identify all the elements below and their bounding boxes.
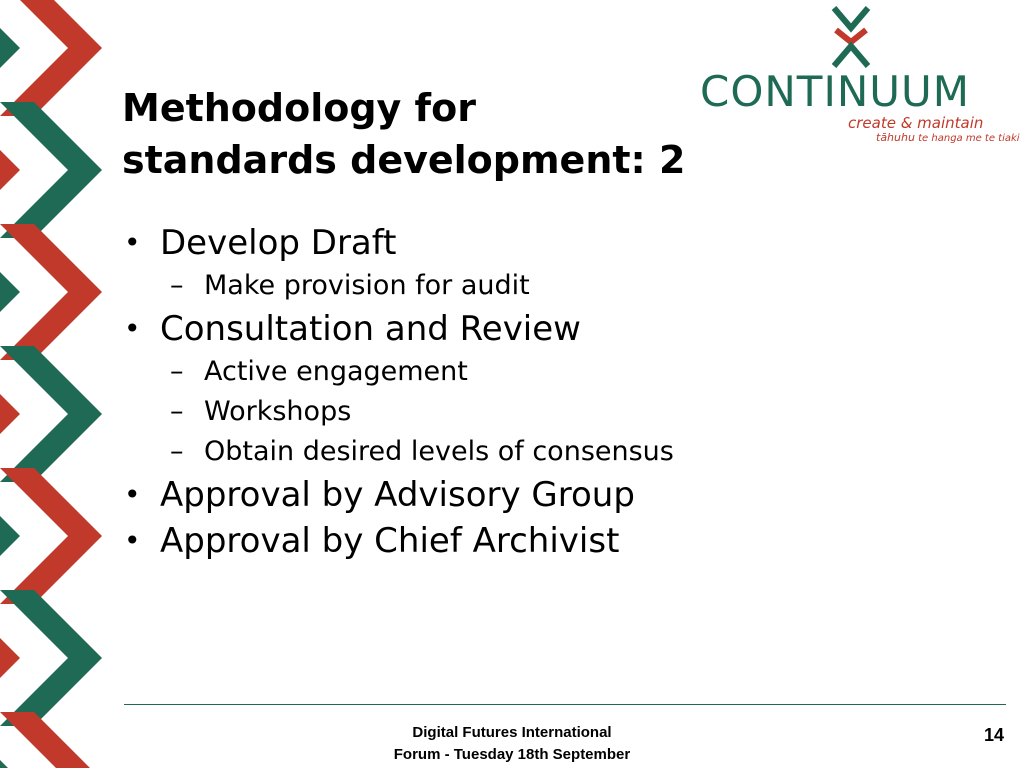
accent-triangle: [0, 394, 20, 434]
accent-triangle: [0, 760, 20, 768]
bullet-text: Consultation and Review: [160, 309, 581, 349]
continuum-logo: [700, 6, 1020, 146]
bullet-text: Approval by Chief Archivist: [160, 521, 620, 561]
sub-bullet-item: [122, 352, 822, 392]
red-chevron: [0, 0, 102, 116]
crossed-arrows-logo-icon: [830, 6, 872, 68]
sub-bullet-item: [122, 266, 822, 306]
bullet-text: Approval by Advisory Group: [160, 475, 635, 515]
logo-subtitle-rest: te hanga me te tiaki: [914, 133, 1020, 144]
page-number: 14: [983, 725, 1004, 745]
bullet-item: [122, 220, 822, 266]
sub-bullet-text: Obtain desired levels of consensus: [204, 436, 674, 467]
logo-wordmark: CONTINUUM: [700, 67, 970, 116]
sub-bullet-text: Workshops: [204, 396, 352, 427]
decorative-border-pattern: [0, 0, 112, 768]
bullet-dot-icon: •: [124, 524, 141, 557]
red-chevron: [0, 712, 102, 768]
sub-bullet-item: [122, 392, 822, 432]
bullet-item: [122, 518, 822, 564]
dash-icon: –: [170, 270, 184, 301]
accent-triangle: [0, 150, 20, 190]
dash-icon: –: [170, 356, 184, 387]
sub-bullet-item: [122, 432, 822, 472]
bullet-dot-icon: •: [124, 226, 141, 259]
slide-title: [122, 82, 722, 186]
accent-triangle: [0, 638, 20, 678]
slide-title-line-2: standards development: 2: [122, 138, 686, 182]
logo-tagline: create & maintain: [848, 114, 984, 132]
bullet-dot-icon: •: [124, 312, 141, 345]
dash-icon: –: [170, 396, 184, 427]
sub-bullet-text: Active engagement: [204, 356, 468, 387]
accent-triangle: [0, 272, 20, 312]
footer-text: [352, 722, 672, 766]
footer-line-1: Digital Futures International: [412, 724, 612, 741]
footer-line-2: Forum - Tuesday 18th September: [393, 746, 631, 763]
bullet-text: Develop Draft: [160, 223, 397, 263]
footer-divider: [124, 704, 1006, 705]
logo-subtitle: [876, 132, 1020, 145]
sub-bullet-text: Make provision for audit: [204, 270, 530, 301]
accent-triangle: [0, 516, 20, 556]
logo-subtitle-strong: tāhuhu: [876, 131, 915, 144]
dash-icon: –: [170, 436, 184, 467]
bullet-item: [122, 306, 822, 352]
slide-title-line-1: Methodology for: [122, 86, 476, 130]
bullet-item: [122, 472, 822, 518]
accent-triangle: [0, 28, 20, 68]
bullet-dot-icon: •: [124, 478, 141, 511]
bullet-list: [122, 220, 822, 564]
